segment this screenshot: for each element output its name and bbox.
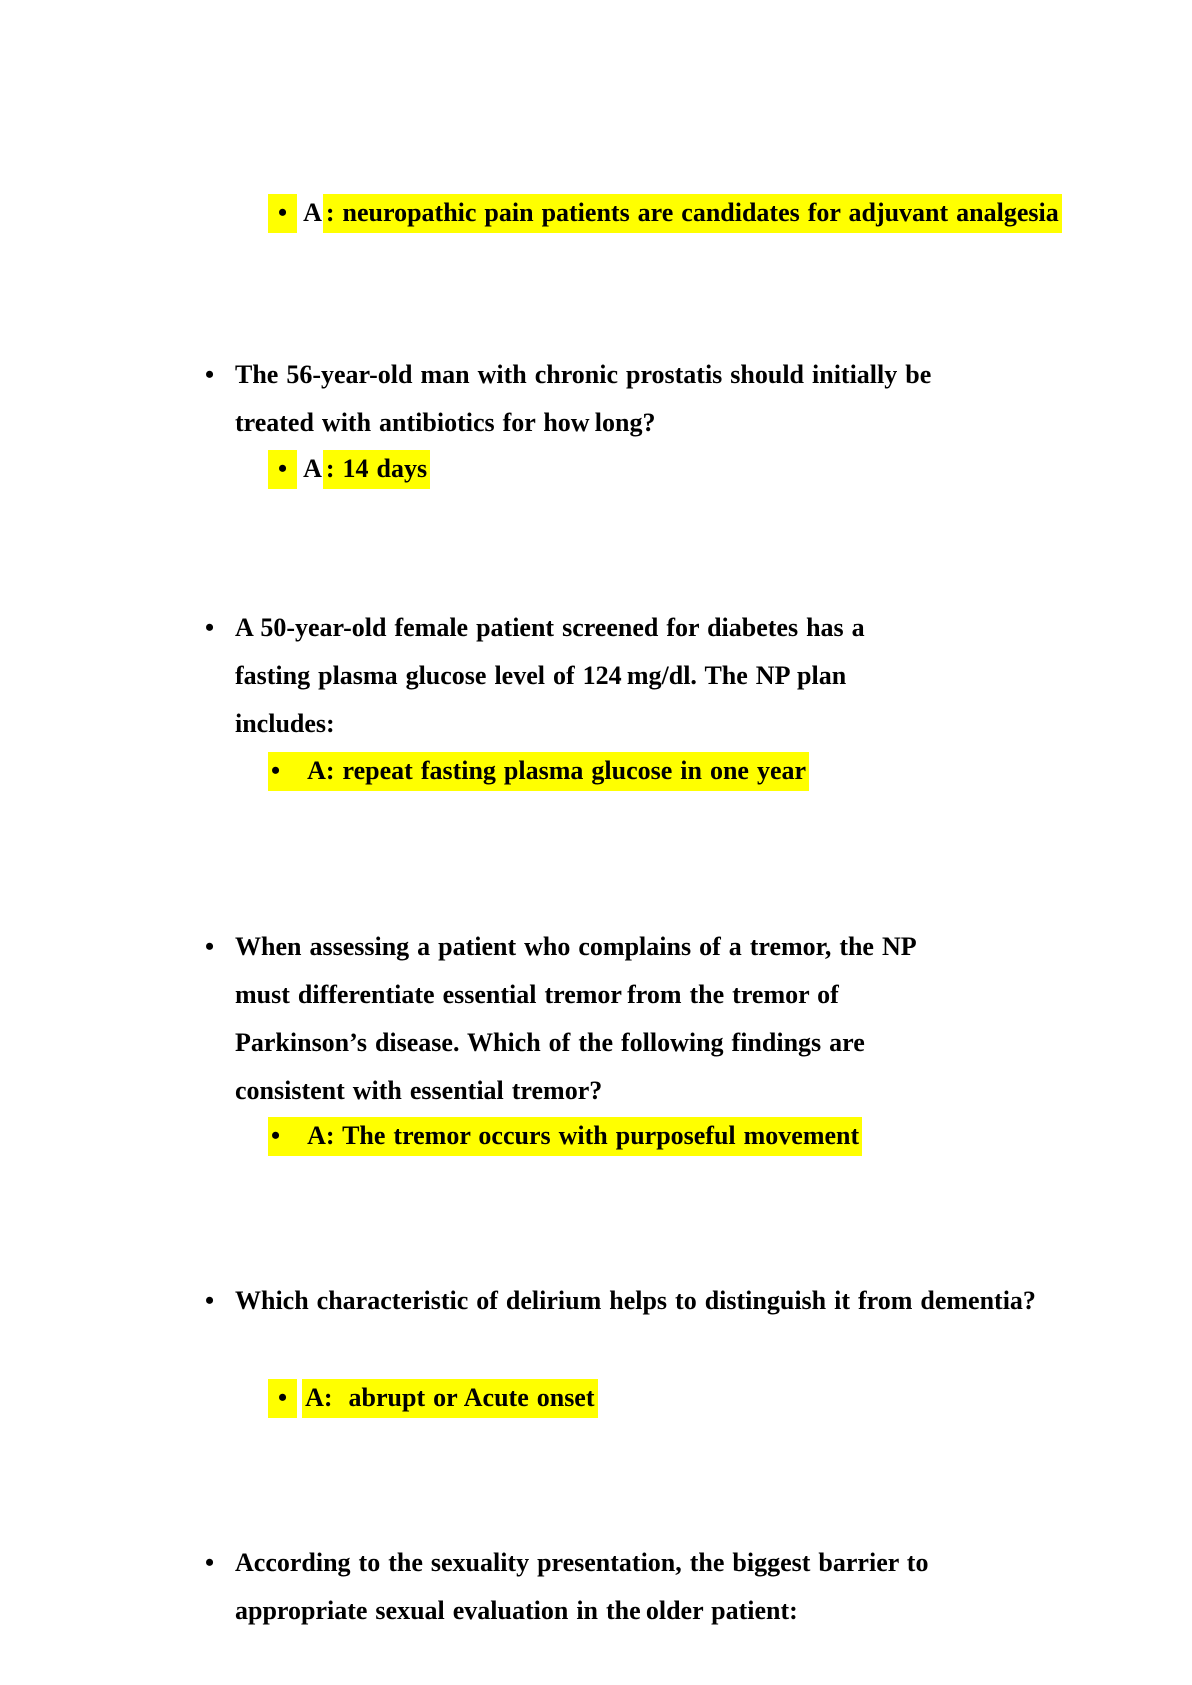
- answer-text: : neuropathic pain patients are candidates for adjuvant analgesia: [323, 194, 1062, 233]
- bullet-highlight-patch: [268, 450, 297, 489]
- answer-line: [268, 752, 809, 790]
- question-text: consistent with essential tremor?: [235, 1076, 603, 1105]
- answer-text: A: repeat fasting plasma glucose in one year: [307, 756, 807, 785]
- question-text: When assessing a patient who complains of a tremor, the NP: [235, 932, 917, 961]
- question-text: The 56-year-old man with chronic prostatis should initially be: [235, 360, 932, 389]
- question-line: [235, 657, 846, 695]
- question-text: treated with antibiotics for how long?: [235, 408, 656, 437]
- bullet-icon: •: [278, 198, 288, 227]
- question-line: [205, 1544, 928, 1582]
- question-text: includes:: [235, 709, 335, 738]
- question-text: must differentiate essential tremor from the tremor of: [235, 980, 839, 1009]
- question-text: Which characteristic of delirium helps to distinguish it from dementia?: [235, 1286, 1036, 1315]
- bullet-icon: •: [271, 756, 281, 785]
- answer-prefix: A: [303, 198, 322, 227]
- question-line: [205, 609, 865, 647]
- bullet-icon: •: [205, 613, 215, 642]
- bullet-icon: •: [205, 932, 215, 961]
- answer-line: [268, 1379, 598, 1417]
- question-line: [205, 356, 931, 394]
- bullet-icon: •: [271, 1121, 281, 1150]
- question-text: According to the sexuality presentation, the biggest barrier to: [235, 1548, 929, 1577]
- bullet-icon: •: [205, 1286, 215, 1315]
- bullet-icon: •: [278, 454, 288, 483]
- answer-text: A: abrupt or Acute onset: [302, 1379, 597, 1418]
- question-line: [235, 705, 335, 743]
- answer-line: [268, 194, 1062, 232]
- bullet-highlight-patch: [268, 194, 297, 233]
- question-text: fasting plasma glucose level of 124 mg/dl. The NP plan: [235, 661, 847, 690]
- question-line: [235, 976, 839, 1014]
- answer-text: A: The tremor occurs with purposeful movement: [307, 1121, 860, 1150]
- question-line: [235, 404, 655, 442]
- question-line: [235, 1592, 798, 1630]
- bullet-highlight-patch: [268, 1379, 297, 1418]
- bullet-icon: •: [278, 1383, 288, 1412]
- answer-prefix: A: [303, 454, 322, 483]
- question-text: Parkinson’s disease. Which of the following findings are: [235, 1028, 865, 1057]
- bullet-icon: •: [205, 1548, 215, 1577]
- question-line: [235, 1072, 602, 1110]
- answer-line: [268, 1117, 862, 1155]
- question-line: [205, 1282, 1036, 1320]
- question-text: appropriate sexual evaluation in the older patient:: [235, 1596, 798, 1625]
- answer-highlight: [268, 1117, 862, 1156]
- bullet-icon: •: [205, 360, 215, 389]
- answer-text: : 14 days: [323, 450, 430, 489]
- question-text: A 50-year-old female patient screened for diabetes has a: [235, 613, 865, 642]
- question-line: [205, 928, 917, 966]
- answer-highlight: [268, 752, 809, 791]
- answer-line: [268, 450, 430, 488]
- question-line: [235, 1024, 865, 1062]
